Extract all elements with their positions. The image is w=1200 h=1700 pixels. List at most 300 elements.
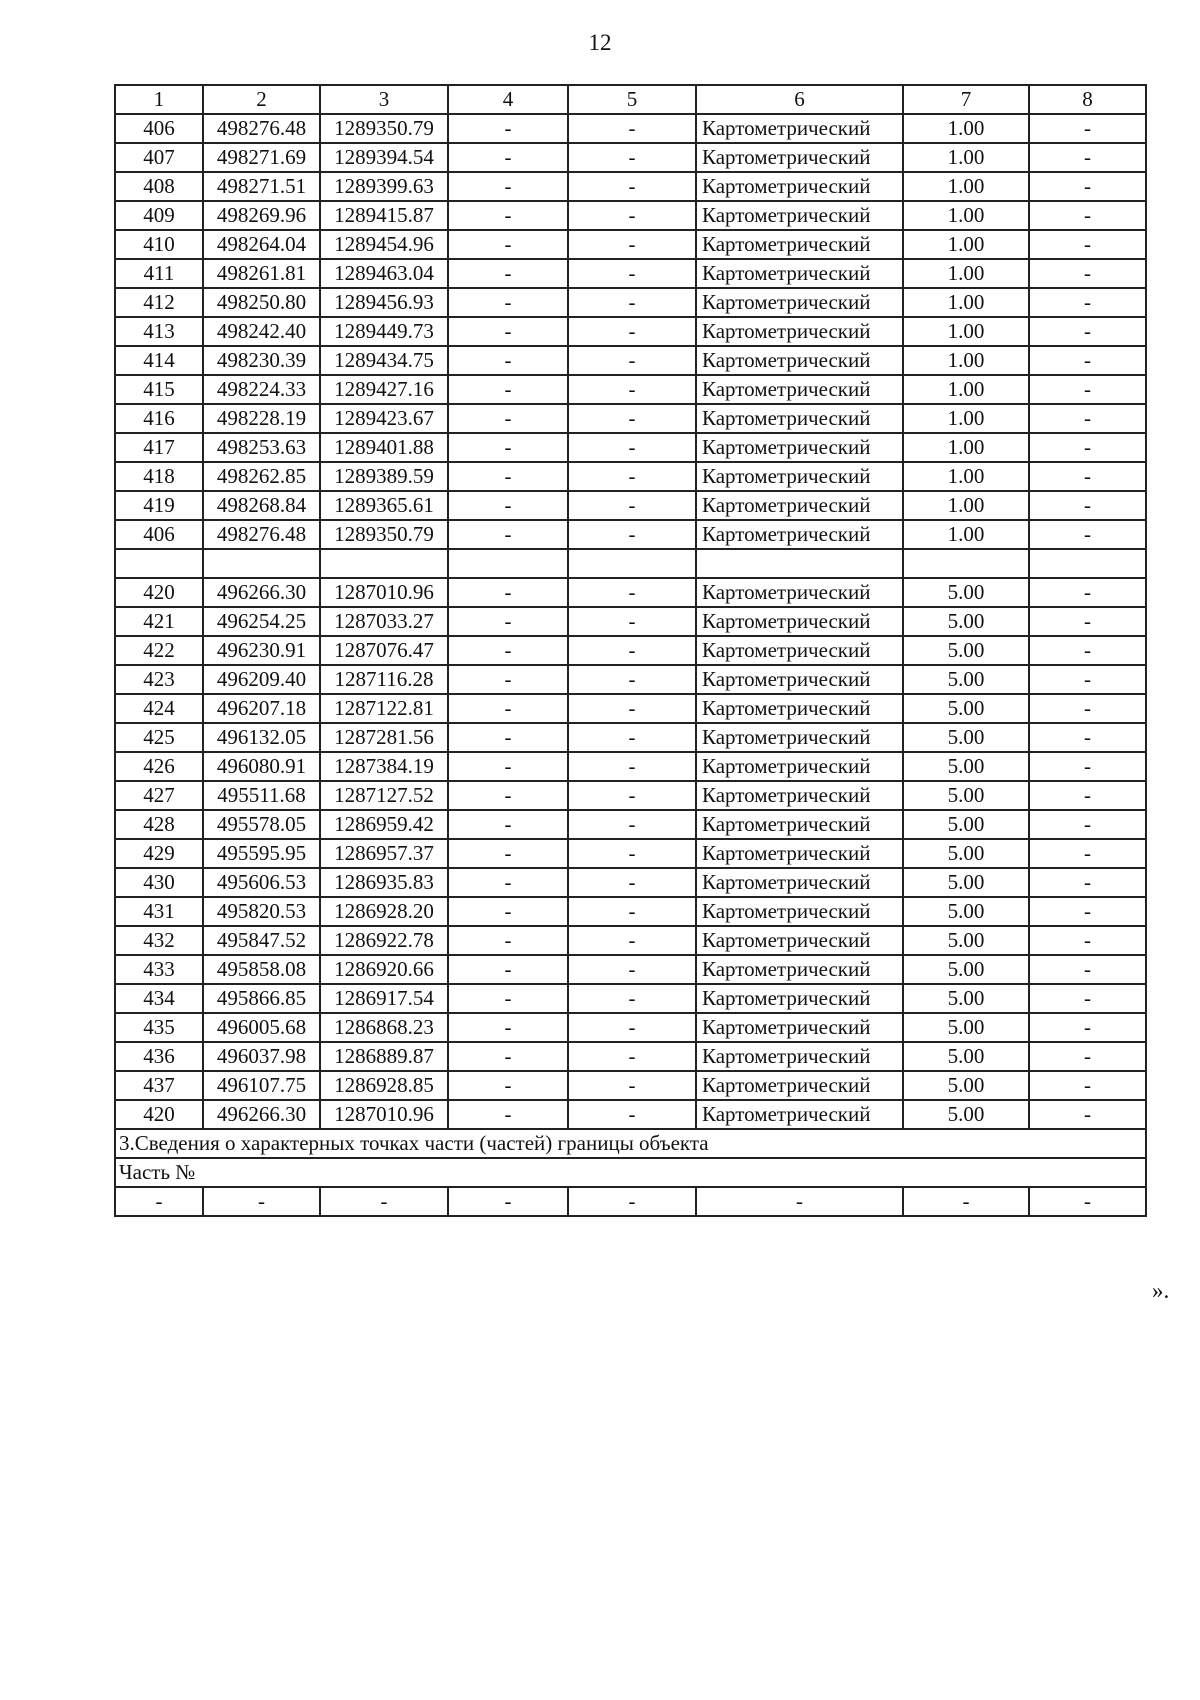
table-cell: 419 xyxy=(115,491,203,520)
table-cell: Картометрический xyxy=(696,462,903,491)
table-cell: 498242.40 xyxy=(203,317,320,346)
table-cell: 415 xyxy=(115,375,203,404)
table-cell: 498264.04 xyxy=(203,230,320,259)
table-cell: 496207.18 xyxy=(203,694,320,723)
table-cell: Картометрический xyxy=(696,201,903,230)
table-row xyxy=(115,433,1146,462)
table-cell: 428 xyxy=(115,810,203,839)
table-cell: - xyxy=(1029,143,1146,172)
table-cell: - xyxy=(448,230,568,259)
table-cell: 1.00 xyxy=(903,346,1029,375)
table-cell: - xyxy=(448,578,568,607)
table-header-row xyxy=(115,85,1146,114)
table-cell: - xyxy=(568,462,696,491)
table-cell: 1289434.75 xyxy=(320,346,448,375)
table-cell: 5.00 xyxy=(903,752,1029,781)
table-cell: - xyxy=(115,1187,203,1216)
table-cell: 1287127.52 xyxy=(320,781,448,810)
table-cell: - xyxy=(448,723,568,752)
table-cell: - xyxy=(568,143,696,172)
table-cell: 1289427.16 xyxy=(320,375,448,404)
table-cell: - xyxy=(1029,1013,1146,1042)
table-cell: Картометрический xyxy=(696,955,903,984)
table-row xyxy=(115,781,1146,810)
table-cell: 1286868.23 xyxy=(320,1013,448,1042)
table-row xyxy=(115,288,1146,317)
table-cell: 6 xyxy=(696,85,903,114)
table-cell: - xyxy=(568,578,696,607)
table-cell: Картометрический xyxy=(696,114,903,143)
table-cell: Картометрический xyxy=(696,607,903,636)
table-cell: - xyxy=(448,201,568,230)
table-row xyxy=(115,955,1146,984)
table-cell: 432 xyxy=(115,926,203,955)
table-cell: 1.00 xyxy=(903,433,1029,462)
table-cell: Картометрический xyxy=(696,984,903,1013)
table-cell: - xyxy=(568,868,696,897)
section-3-title xyxy=(115,1129,1146,1158)
table-cell: - xyxy=(568,230,696,259)
table-cell: 1289423.67 xyxy=(320,404,448,433)
table-cell: - xyxy=(448,694,568,723)
table-cell: 1.00 xyxy=(903,520,1029,549)
table-cell: - xyxy=(448,1042,568,1071)
table-cell: 495606.53 xyxy=(203,868,320,897)
table-cell: 412 xyxy=(115,288,203,317)
table-cell: - xyxy=(1029,955,1146,984)
table-cell: - xyxy=(1029,926,1146,955)
table-cell: - xyxy=(568,1187,696,1216)
table-cell: - xyxy=(568,317,696,346)
table-row xyxy=(115,114,1146,143)
table-cell: 498262.85 xyxy=(203,462,320,491)
table-cell: 1287010.96 xyxy=(320,578,448,607)
table-cell: Картометрический xyxy=(696,839,903,868)
table-cell: - xyxy=(568,433,696,462)
table-cell: - xyxy=(448,752,568,781)
table-cell xyxy=(115,549,203,578)
table-cell: - xyxy=(1029,230,1146,259)
table-cell: 425 xyxy=(115,723,203,752)
table-cell: - xyxy=(1029,897,1146,926)
table-cell: 498271.51 xyxy=(203,172,320,201)
table-cell: 1.00 xyxy=(903,317,1029,346)
table-cell: - xyxy=(568,781,696,810)
table-cell: 5.00 xyxy=(903,810,1029,839)
table-cell: - xyxy=(568,201,696,230)
table-cell: 498276.48 xyxy=(203,114,320,143)
table-cell: - xyxy=(1029,375,1146,404)
table-cell: 495866.85 xyxy=(203,984,320,1013)
table-cell: 495858.08 xyxy=(203,955,320,984)
table-cell: 5.00 xyxy=(903,926,1029,955)
part-data-row xyxy=(115,1187,1146,1216)
table-cell: 496132.05 xyxy=(203,723,320,752)
table-cell: Картометрический xyxy=(696,578,903,607)
table-cell: 498269.96 xyxy=(203,201,320,230)
table-cell: 409 xyxy=(115,201,203,230)
table-row xyxy=(115,259,1146,288)
table-cell: - xyxy=(568,114,696,143)
table-row xyxy=(115,404,1146,433)
table-cell: 427 xyxy=(115,781,203,810)
table-cell: - xyxy=(1029,317,1146,346)
table-cell xyxy=(1029,549,1146,578)
table-cell: 1287122.81 xyxy=(320,694,448,723)
table-cell: 426 xyxy=(115,752,203,781)
table-cell: Картометрический xyxy=(696,868,903,897)
table-cell: 2 xyxy=(203,85,320,114)
table-cell: - xyxy=(1029,346,1146,375)
coordinates-table xyxy=(114,84,1147,1217)
table-row xyxy=(115,636,1146,665)
table-cell: 1289449.73 xyxy=(320,317,448,346)
table-cell: 495511.68 xyxy=(203,781,320,810)
table-cell: Картометрический xyxy=(696,897,903,926)
table-cell: - xyxy=(568,520,696,549)
table-cell: 1286922.78 xyxy=(320,926,448,955)
table-cell: - xyxy=(1029,607,1146,636)
table-cell: 1286957.37 xyxy=(320,839,448,868)
table-cell: - xyxy=(1029,462,1146,491)
table-row xyxy=(115,984,1146,1013)
table-cell: Картометрический xyxy=(696,346,903,375)
table-cell: - xyxy=(448,346,568,375)
table-cell: Картометрический xyxy=(696,1100,903,1129)
table-cell: - xyxy=(1029,636,1146,665)
table-cell: - xyxy=(448,375,568,404)
table-cell: 7 xyxy=(903,85,1029,114)
table-cell: 1287281.56 xyxy=(320,723,448,752)
table-cell: 418 xyxy=(115,462,203,491)
table-cell: - xyxy=(568,665,696,694)
table-row xyxy=(115,752,1146,781)
table-cell: Картометрический xyxy=(696,810,903,839)
table-cell: 1.00 xyxy=(903,172,1029,201)
table-cell: 406 xyxy=(115,114,203,143)
table-cell: 433 xyxy=(115,955,203,984)
table-cell: - xyxy=(1029,433,1146,462)
table-cell: - xyxy=(448,868,568,897)
table-cell: - xyxy=(1029,491,1146,520)
table-cell: 496266.30 xyxy=(203,578,320,607)
table-cell: - xyxy=(448,288,568,317)
table-cell: - xyxy=(1029,723,1146,752)
table-cell: - xyxy=(448,1100,568,1129)
table-cell: 430 xyxy=(115,868,203,897)
table-row xyxy=(115,1071,1146,1100)
table-cell: 496107.75 xyxy=(203,1071,320,1100)
table-cell: - xyxy=(448,781,568,810)
table-row xyxy=(115,578,1146,607)
table-cell: 1289365.61 xyxy=(320,491,448,520)
table-row xyxy=(115,520,1146,549)
table-cell: Картометрический xyxy=(696,781,903,810)
table-row xyxy=(115,897,1146,926)
table-cell: - xyxy=(903,1187,1029,1216)
table-cell: - xyxy=(448,839,568,868)
table-cell: 5 xyxy=(568,85,696,114)
table-cell: 5.00 xyxy=(903,1013,1029,1042)
table-cell: 413 xyxy=(115,317,203,346)
table-cell: - xyxy=(1029,404,1146,433)
table-cell: - xyxy=(448,259,568,288)
table-row xyxy=(115,926,1146,955)
table-cell: 431 xyxy=(115,897,203,926)
table-cell: 498271.69 xyxy=(203,143,320,172)
table-cell: 1286959.42 xyxy=(320,810,448,839)
table-cell: 416 xyxy=(115,404,203,433)
table-cell: 1287076.47 xyxy=(320,636,448,665)
table-cell: - xyxy=(568,752,696,781)
table-cell: 498228.19 xyxy=(203,404,320,433)
table-cell: Картометрический xyxy=(696,723,903,752)
table-cell: - xyxy=(448,926,568,955)
table-cell: 496266.30 xyxy=(203,1100,320,1129)
table-cell: 496080.91 xyxy=(203,752,320,781)
section-3-title-text: 3.Сведения о характерных точках части (частей) границы объекта xyxy=(115,1129,1146,1158)
table-cell: 1289454.96 xyxy=(320,230,448,259)
table-cell: Картометрический xyxy=(696,375,903,404)
table-cell: - xyxy=(1029,752,1146,781)
table-cell: - xyxy=(1029,578,1146,607)
table-cell: 1286917.54 xyxy=(320,984,448,1013)
table-cell: 495847.52 xyxy=(203,926,320,955)
table-cell: 420 xyxy=(115,578,203,607)
table-cell: 5.00 xyxy=(903,636,1029,665)
table-cell: 1289394.54 xyxy=(320,143,448,172)
table-cell: 1287010.96 xyxy=(320,1100,448,1129)
table-cell: 1.00 xyxy=(903,375,1029,404)
table-cell: 498253.63 xyxy=(203,433,320,462)
table-cell: - xyxy=(1029,1071,1146,1100)
table-cell: - xyxy=(1029,984,1146,1013)
table-cell: 1289389.59 xyxy=(320,462,448,491)
table-cell: - xyxy=(568,839,696,868)
table-cell: 5.00 xyxy=(903,897,1029,926)
table-cell: - xyxy=(568,1013,696,1042)
table-cell: 495820.53 xyxy=(203,897,320,926)
table-row xyxy=(115,375,1146,404)
table-cell: 1289399.63 xyxy=(320,172,448,201)
table-cell: 1.00 xyxy=(903,230,1029,259)
table-cell: 1.00 xyxy=(903,259,1029,288)
table-cell: - xyxy=(568,810,696,839)
table-row xyxy=(115,810,1146,839)
table-cell: - xyxy=(1029,288,1146,317)
table-cell: Картометрический xyxy=(696,317,903,346)
table-cell: - xyxy=(568,259,696,288)
table-cell: 4 xyxy=(448,85,568,114)
table-cell: 423 xyxy=(115,665,203,694)
table-row xyxy=(115,694,1146,723)
table-cell: 1287384.19 xyxy=(320,752,448,781)
table-cell: 407 xyxy=(115,143,203,172)
table-cell: - xyxy=(568,1100,696,1129)
table-cell: 417 xyxy=(115,433,203,462)
table-cell: 5.00 xyxy=(903,1071,1029,1100)
table-cell: 498268.84 xyxy=(203,491,320,520)
table-cell: - xyxy=(1029,839,1146,868)
table-cell: 1286928.20 xyxy=(320,897,448,926)
table-row xyxy=(115,1013,1146,1042)
table-row xyxy=(115,868,1146,897)
table-cell: 496254.25 xyxy=(203,607,320,636)
table-cell: 1.00 xyxy=(903,491,1029,520)
table-cell: Картометрический xyxy=(696,636,903,665)
table-row xyxy=(115,201,1146,230)
table-cell: - xyxy=(448,1013,568,1042)
table-cell: 1289463.04 xyxy=(320,259,448,288)
table-cell: - xyxy=(448,636,568,665)
table-cell: 5.00 xyxy=(903,694,1029,723)
table-cell: - xyxy=(568,694,696,723)
table-cell: 495595.95 xyxy=(203,839,320,868)
table-cell: 1.00 xyxy=(903,114,1029,143)
table-cell: 5.00 xyxy=(903,1100,1029,1129)
table-cell: Картометрический xyxy=(696,1071,903,1100)
table-cell xyxy=(903,549,1029,578)
table-cell: 424 xyxy=(115,694,203,723)
table-cell: 1286920.66 xyxy=(320,955,448,984)
table-cell: - xyxy=(1029,868,1146,897)
table-cell: Картометрический xyxy=(696,259,903,288)
table-cell: 496005.68 xyxy=(203,1013,320,1042)
table-cell: 1286935.83 xyxy=(320,868,448,897)
table-cell: - xyxy=(568,723,696,752)
table-cell: 420 xyxy=(115,1100,203,1129)
table-cell: - xyxy=(1029,259,1146,288)
table-cell: Картометрический xyxy=(696,1013,903,1042)
table-cell: - xyxy=(568,955,696,984)
table-cell: - xyxy=(568,375,696,404)
table-cell: 5.00 xyxy=(903,984,1029,1013)
table-cell: 429 xyxy=(115,839,203,868)
table-cell: 1.00 xyxy=(903,404,1029,433)
table-cell: 495578.05 xyxy=(203,810,320,839)
table-cell: Картометрический xyxy=(696,433,903,462)
table-cell: 5.00 xyxy=(903,781,1029,810)
table-cell: - xyxy=(448,404,568,433)
table-row xyxy=(115,723,1146,752)
table-cell: Картометрический xyxy=(696,752,903,781)
table-cell: - xyxy=(1029,810,1146,839)
table-cell: 5.00 xyxy=(903,665,1029,694)
table-cell: Картометрический xyxy=(696,143,903,172)
table-cell: - xyxy=(1029,1187,1146,1216)
table-cell: 1 xyxy=(115,85,203,114)
table-cell xyxy=(448,549,568,578)
table-row xyxy=(115,143,1146,172)
table-row xyxy=(115,462,1146,491)
table-cell: 408 xyxy=(115,172,203,201)
part-number-row-text: Часть № xyxy=(115,1158,1146,1187)
table-cell: - xyxy=(1029,114,1146,143)
table-cell: 496230.91 xyxy=(203,636,320,665)
table-cell: - xyxy=(448,607,568,636)
table-cell: - xyxy=(448,172,568,201)
table-cell: 8 xyxy=(1029,85,1146,114)
table-cell: 5.00 xyxy=(903,955,1029,984)
table-cell: - xyxy=(568,1071,696,1100)
table-cell: Картометрический xyxy=(696,491,903,520)
table-cell: - xyxy=(568,172,696,201)
table-cell: - xyxy=(320,1187,448,1216)
table-row xyxy=(115,607,1146,636)
table-row xyxy=(115,1100,1146,1129)
table-cell: 5.00 xyxy=(903,607,1029,636)
table-cell: 436 xyxy=(115,1042,203,1071)
table-cell: - xyxy=(568,288,696,317)
table-cell: 411 xyxy=(115,259,203,288)
table-cell: 5.00 xyxy=(903,868,1029,897)
table-cell: Картометрический xyxy=(696,520,903,549)
table-cell: - xyxy=(448,665,568,694)
table-cell: 498250.80 xyxy=(203,288,320,317)
table-cell: - xyxy=(696,1187,903,1216)
table-cell: 1289350.79 xyxy=(320,520,448,549)
table-cell: 1.00 xyxy=(903,462,1029,491)
table-cell: - xyxy=(568,926,696,955)
table-cell: - xyxy=(1029,781,1146,810)
table-cell: 498224.33 xyxy=(203,375,320,404)
table-cell: - xyxy=(1029,694,1146,723)
table-cell: 414 xyxy=(115,346,203,375)
table-row xyxy=(115,346,1146,375)
table-cell: - xyxy=(448,984,568,1013)
closing-quote: ». xyxy=(1152,1278,1170,1303)
table-cell: 435 xyxy=(115,1013,203,1042)
table-cell: 498261.81 xyxy=(203,259,320,288)
table-cell: - xyxy=(448,810,568,839)
table-cell: 434 xyxy=(115,984,203,1013)
table-cell: 1289415.87 xyxy=(320,201,448,230)
table-separator-row xyxy=(115,549,1146,578)
table-cell xyxy=(696,549,903,578)
table-cell: 5.00 xyxy=(903,1042,1029,1071)
table-cell: - xyxy=(1029,520,1146,549)
table-row xyxy=(115,317,1146,346)
table-cell: 1289401.88 xyxy=(320,433,448,462)
table-cell: 3 xyxy=(320,85,448,114)
table-cell: - xyxy=(448,897,568,926)
table-cell xyxy=(320,549,448,578)
table-cell: 410 xyxy=(115,230,203,259)
table-cell: 1.00 xyxy=(903,201,1029,230)
table-cell: - xyxy=(568,897,696,926)
table-cell: - xyxy=(568,636,696,665)
table-cell: - xyxy=(1029,201,1146,230)
table-cell: Картометрический xyxy=(696,1042,903,1071)
table-row xyxy=(115,172,1146,201)
table-cell: 422 xyxy=(115,636,203,665)
table-cell: - xyxy=(1029,665,1146,694)
table-cell: - xyxy=(448,462,568,491)
table-cell: - xyxy=(448,433,568,462)
table-cell: - xyxy=(203,1187,320,1216)
table-cell: Картометрический xyxy=(696,230,903,259)
table-cell: - xyxy=(448,143,568,172)
table-cell: - xyxy=(448,317,568,346)
table-row xyxy=(115,1042,1146,1071)
table-cell: Картометрический xyxy=(696,172,903,201)
table-cell: - xyxy=(448,1187,568,1216)
table-row xyxy=(115,839,1146,868)
table-row xyxy=(115,230,1146,259)
table-cell: Картометрический xyxy=(696,288,903,317)
table-cell: Картометрический xyxy=(696,694,903,723)
table-cell: 1287116.28 xyxy=(320,665,448,694)
